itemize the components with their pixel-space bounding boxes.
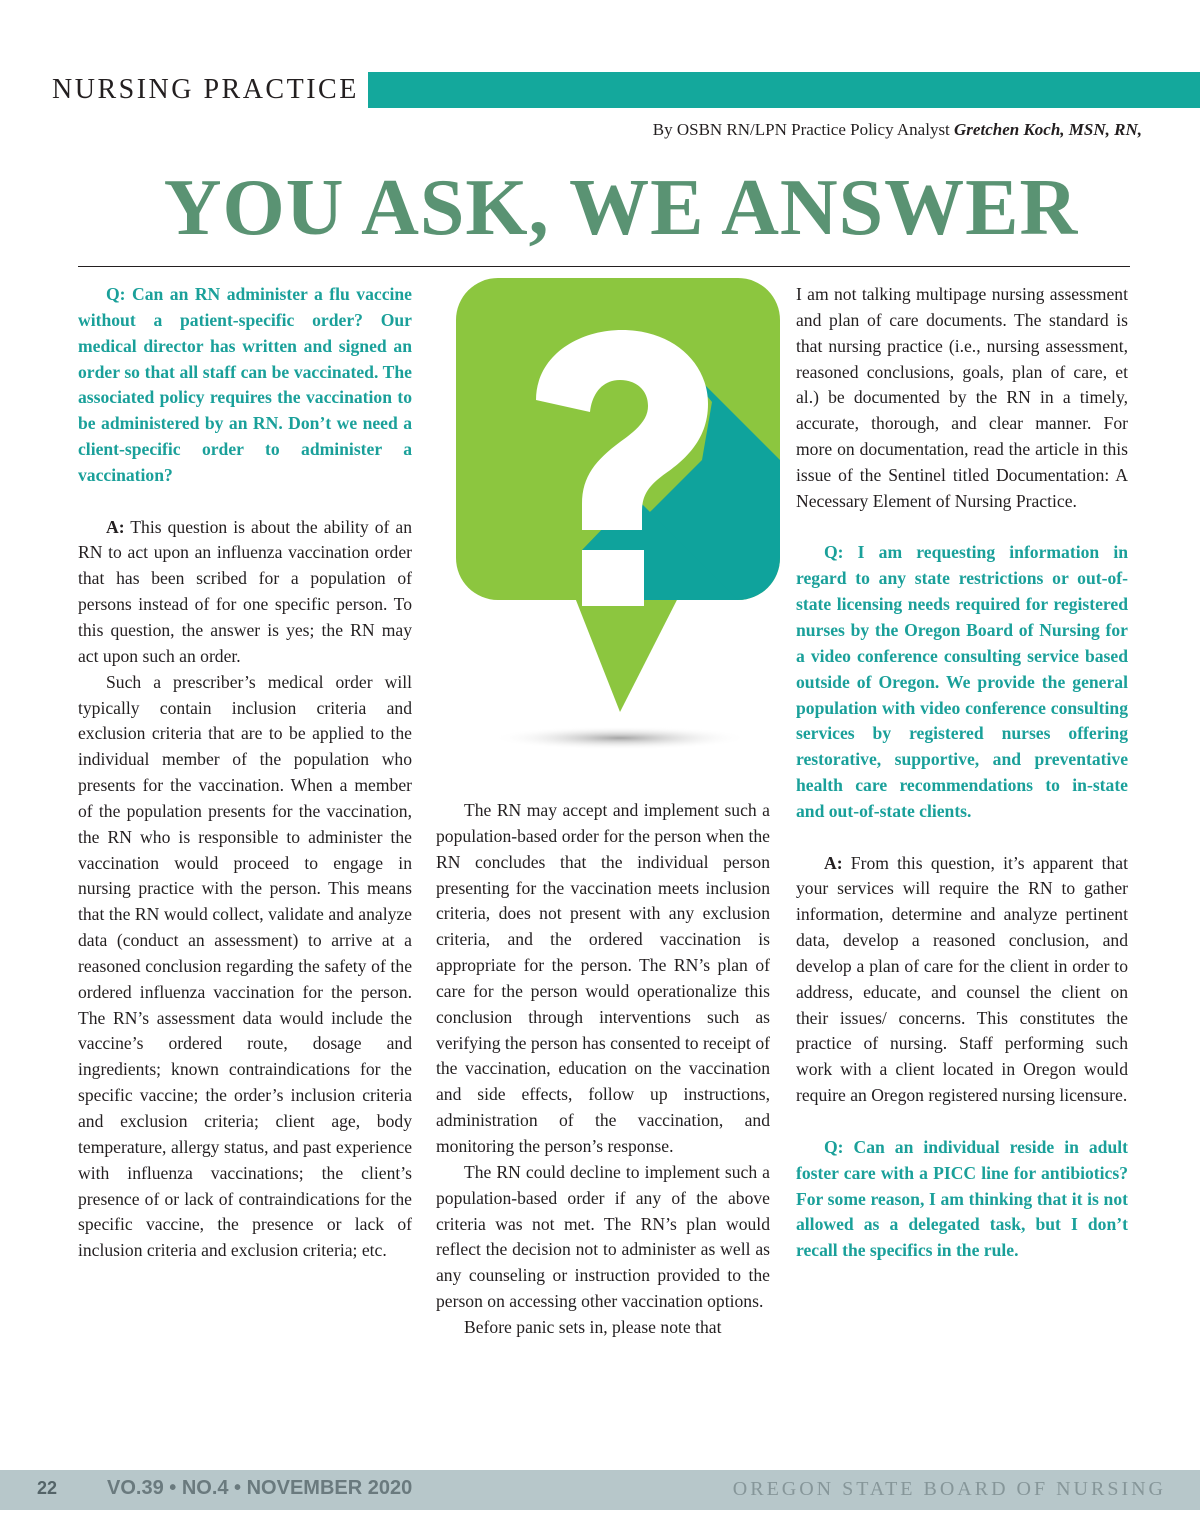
- answer-1-text: This question is about the ability of an RN to act upon an influenza vaccination order that has been scribed for a population of persons instead of for one specific person. To this question, the answer is yes; the RN may act upon such an order.: [78, 516, 412, 666]
- question-mark-dot: [582, 550, 644, 606]
- page-title: YOU ASK, WE ANSWER: [163, 164, 1079, 252]
- middle-paragraph-2: The RN could decline to implement such a population-based order if any of the above criteria was not met. The RN’s plan would reflect the decision not to administer as well as any counseling or instruction provided to the person on accessing other vaccination options.: [436, 1161, 770, 1312]
- bubble-tail: [572, 590, 682, 712]
- byline: [653, 120, 1142, 140]
- organization-name: OREGON STATE BOARD OF NURSING: [732, 1478, 1166, 1500]
- middle-paragraph-1: The RN may accept and implement such a population-based order for the person when the RN concludes that the individual person presenting for the vaccination meets inclusion criteria, does not present with any exclusion criteria, and the ordered vaccination is appropriate for the person. The RN’s plan of care for the person would operationalize this conclusion through interventions such as verifying the person has consented to receipt of the vaccination, education on the vaccination and side effects, follow up instructions, administration of the vaccination, and monitoring the person’s response.: [436, 800, 770, 1156]
- question-1: Q: Can an RN administer a flu vaccine without a patient-specific order? Our medical director has written and signed an order so that all staff can be vaccinated. The associated policy requires the vaccination to be administered by an RN. Don’t we need a client-specific order to administer a vaccination?: [78, 284, 412, 485]
- question-mark-speech-bubble-icon: [450, 270, 790, 760]
- page-number: 22: [37, 1478, 58, 1498]
- middle-paragraph-3: Before panic sets in, please note that: [464, 1316, 722, 1337]
- right-column: [796, 282, 1128, 1264]
- answer-2: [796, 851, 1128, 1109]
- section-header-bar: [368, 72, 1200, 108]
- byline-prefix: By OSBN RN/LPN Practice Policy Analyst: [652, 120, 955, 139]
- answer-2-label: A:: [824, 852, 843, 873]
- middle-column: [436, 798, 770, 1341]
- question-2: Q: I am requesting information in regard to any state restrictions or out-of-state licensing needs required for registered nurses by the Oregon Board of Nursing for a video conference consulting service based outside of Oregon. We provide the general population with video conference consulting services by registered nurses offering restorative, supportive, and preventative health care recommendations to in-state and out-of-state clients.: [796, 542, 1128, 821]
- bubble-shadow: [492, 726, 748, 750]
- answer-1-label: A:: [106, 516, 125, 537]
- right-paragraph-1: I am not talking multipage nursing assessment and plan of care documents. The standard is that nursing practice (i.e., nursing assessment, reasoned conclusions, goals, plan of care, et al.) be documented by the RN in a timely, accurate, thorough, and clear manner. For more on documentation, read the article in this issue of the Sentinel titled Documentation: A Necessary Element of Nursing Practice.: [796, 284, 1128, 511]
- answer-2-text: From this question, it’s apparent that your services will require the RN to gather information, determine and analyze pertinent data, develop a reasoned conclusion, and develop a plan of care for the client in order to address, educate, and counsel the client on their issues/ concerns. This constitutes the practice of nursing. Staff performing such work with a client located in Oregon would require an Oregon registered nursing licensure.: [796, 852, 1128, 1106]
- answer-1: [78, 515, 412, 670]
- title-divider: [78, 266, 1130, 267]
- answer-1-paragraph-2: Such a prescriber’s medical order will typically contain inclusion criteria and exclusion criteria that are to be applied to the individual member of the population who presents for the vaccination. When a member of the population presents for the vaccination, the RN who is responsible to administer the vaccination would proceed to engage in nursing practice with the person. This means that the RN would collect, validate and analyze data (conduct an assessment) to arrive at a reasoned conclusion regarding the safety of the ordered influenza vaccination for the person. The RN’s assessment data would include the vaccine’s ordered route, dosage and ingredients; known contraindications for the specific vaccine; the order’s inclusion criteria and exclusion criteria; client age, body temperature, allergy status, and past experience with influenza vaccinations; the client’s presence of or lack of contraindications for the specific vaccine, the presence or lack of inclusion criteria and exclusion criteria; etc.: [78, 671, 412, 1261]
- section-label: NURSING PRACTICE: [52, 74, 359, 105]
- byline-author: Gretchen Koch, MSN, RN,: [954, 120, 1142, 139]
- left-column: [78, 282, 412, 1264]
- issue-info: VO.39 • NO.4 • NOVEMBER 2020: [107, 1477, 413, 1499]
- question-3: Q: Can an individual reside in adult foster care with a PICC line for antibiotics? For some reason, I am thinking that it is not allowed as a delegated task, but I don’t recall the specifics in the rule.: [796, 1136, 1128, 1261]
